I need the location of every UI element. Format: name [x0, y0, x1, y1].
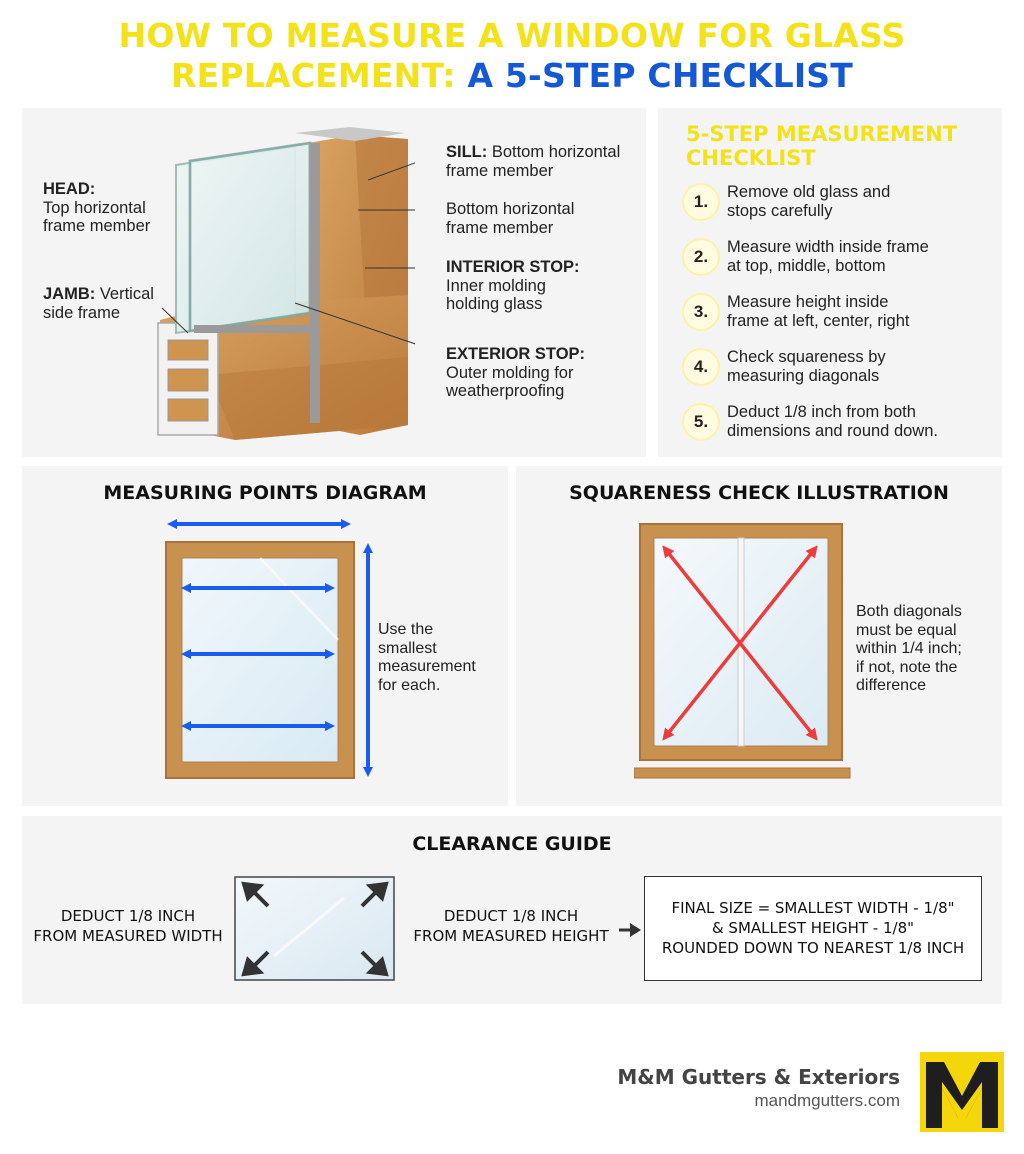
label-jamb: [43, 285, 154, 322]
bottom-desc-2: frame member: [446, 218, 554, 237]
head-desc-1: Top horizontal: [43, 198, 146, 217]
arrow-right-icon: [618, 921, 642, 939]
step-text-2: measuring diagonals: [727, 367, 880, 385]
window-cross-section-illustration: [150, 125, 415, 445]
exterior-stop-term: EXTERIOR STOP:: [446, 345, 586, 363]
step-number: 2.: [684, 240, 718, 274]
step-number: 5.: [684, 405, 718, 439]
note-line: FROM MEASURED HEIGHT: [413, 927, 609, 945]
sill-desc-2: frame member: [446, 161, 554, 180]
final-line-3: ROUNDED DOWN TO NEAREST 1/8 INCH: [661, 939, 965, 957]
final-size-box: [644, 876, 982, 981]
clearance-glass-diagram: [234, 876, 396, 982]
squareness-diagram: [634, 522, 852, 782]
checklist-title-2: CHECKLIST: [686, 146, 816, 170]
measuring-title: MEASURING POINTS DIAGRAM: [103, 482, 427, 504]
label-bottom-frame: [446, 200, 574, 237]
jamb-desc-2: side frame: [43, 303, 121, 322]
step-text-1: Check squareness by: [727, 348, 886, 366]
caption-line: for each.: [378, 676, 441, 694]
checklist-step: [684, 236, 984, 278]
step-number: 3.: [684, 295, 718, 329]
final-line-1: FINAL SIZE = SMALLEST WIDTH - 1/8": [671, 899, 955, 917]
note-line: FROM MEASURED WIDTH: [33, 927, 223, 945]
step-number: 1.: [684, 185, 718, 219]
final-line-2: & SMALLEST HEIGHT - 1/8": [711, 919, 915, 937]
step-text-1: Deduct 1/8 inch from both: [727, 403, 916, 421]
measuring-points-diagram: [160, 510, 390, 780]
checklist-step: [684, 291, 984, 333]
interior-stop-desc-2: holding glass: [446, 295, 543, 313]
checklist-step: [684, 181, 984, 223]
checklist-step: [684, 346, 984, 388]
squareness-title: SQUARENESS CHECK ILLUSTRATION: [569, 482, 949, 504]
step-text-2: stops carefully: [727, 202, 833, 220]
head-term: HEAD:: [43, 180, 96, 198]
jamb-term: JAMB:: [43, 285, 96, 303]
step-text-2: frame at left, center, right: [727, 312, 910, 330]
head-desc-2: frame member: [43, 217, 151, 235]
caption-line: if not, note the: [856, 658, 958, 676]
step-text-1: Measure width inside frame: [727, 238, 929, 256]
jamb-desc-1: Vertical: [95, 285, 154, 303]
brand-logo-icon: [920, 1052, 1004, 1132]
caption-line: smallest: [378, 639, 437, 657]
brand-block: [617, 1064, 900, 1112]
exterior-stop-desc-1: Outer molding for: [446, 363, 574, 382]
width-deduct-note: [22, 906, 234, 946]
clearance-title: CLEARANCE GUIDE: [412, 833, 612, 855]
step-text-1: Remove old glass and: [727, 183, 891, 201]
sill-desc-1: Bottom horizontal: [487, 143, 621, 161]
checklist-title-1: 5-STEP MEASUREMENT: [686, 122, 958, 146]
title-line-1: HOW TO MEASURE A WINDOW FOR GLASS: [118, 16, 906, 55]
brand-name: M&M Gutters & Exteriors: [617, 1065, 900, 1089]
step-text-2: dimensions and round down.: [727, 422, 938, 440]
caption-line: difference: [856, 677, 926, 694]
sill-term: SILL:: [446, 143, 488, 161]
label-sill: [446, 143, 620, 180]
caption-line: measurement: [378, 658, 476, 675]
height-deduct-note: [400, 906, 622, 946]
interior-stop-term: INTERIOR STOP:: [446, 258, 580, 276]
bottom-desc-1: Bottom horizontal: [446, 200, 575, 218]
label-interior-stop: [446, 258, 580, 314]
caption-line: must be equal: [856, 621, 957, 639]
step-text-2: at top, middle, bottom: [727, 257, 886, 275]
squareness-caption: [856, 603, 962, 696]
label-exterior-stop: [446, 345, 585, 401]
checklist-title: [686, 122, 986, 170]
checklist-step: [684, 401, 984, 443]
title-line-2a: REPLACEMENT:: [170, 56, 468, 95]
caption-line: Both diagonals: [856, 603, 962, 620]
measuring-caption: [378, 621, 476, 695]
brand-url: mandmgutters.com: [754, 1091, 900, 1110]
step-text-1: Measure height inside: [727, 293, 889, 311]
interior-stop-desc-1: Inner molding: [446, 276, 546, 295]
title-line-2b: A 5-STEP CHECKLIST: [467, 56, 853, 95]
note-line: DEDUCT 1/8 INCH: [443, 907, 579, 925]
caption-line: within 1/4 inch;: [856, 640, 962, 657]
exterior-stop-desc-2: weatherproofing: [446, 382, 565, 400]
step-number: 4.: [684, 350, 718, 384]
note-line: DEDUCT 1/8 INCH: [60, 907, 196, 925]
caption-line: Use the: [378, 621, 434, 638]
label-head: [43, 180, 150, 236]
page-title: [0, 16, 1024, 96]
